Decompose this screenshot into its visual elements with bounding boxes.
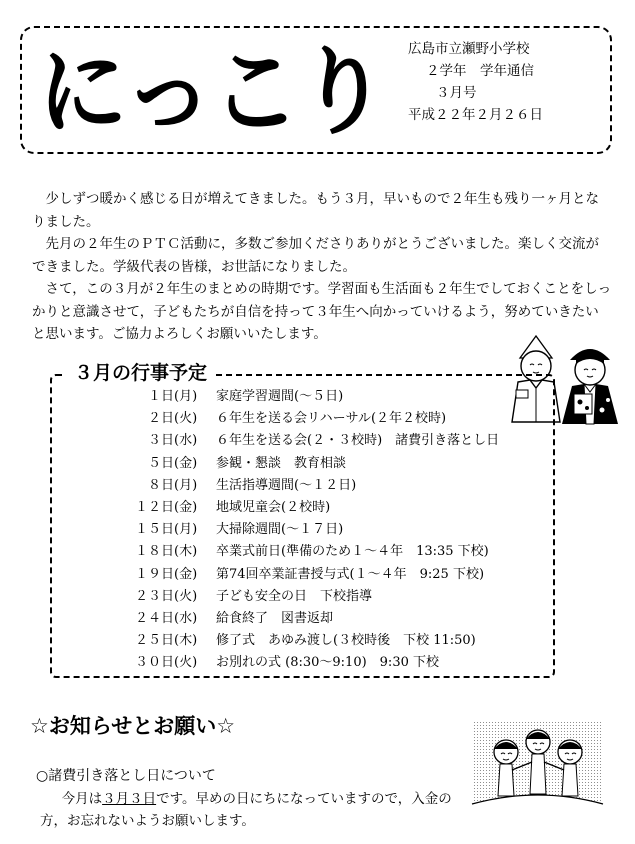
event-item	[100, 630, 499, 652]
event-date: １９日	[134, 566, 174, 582]
notice-body	[40, 788, 470, 832]
event-date: ２３日	[134, 588, 174, 604]
issue-label: ３月号	[436, 85, 477, 101]
event-item	[100, 652, 499, 674]
event-text: ６年生を送る会(２・３校時) 諸費引き落とし日	[216, 433, 500, 449]
event-text: 子ども安全の日 下校指導	[216, 588, 373, 604]
event-weekday: (水)	[174, 611, 198, 627]
event-item	[100, 564, 499, 586]
event-item	[100, 386, 499, 408]
event-text: 修了式 あゆみ渡し(３校時後 下校 11:50)	[216, 633, 476, 649]
event-date: ８日	[147, 477, 174, 493]
event-text: ６年生を送る会リハーサル(２年２校時)	[216, 411, 447, 427]
event-text: 大掃除週間(～１７日)	[216, 522, 344, 538]
event-item	[100, 541, 499, 563]
event-weekday: (火)	[174, 588, 198, 604]
event-item	[100, 519, 499, 541]
events-list	[100, 386, 499, 675]
event-date: ５日	[147, 455, 174, 471]
event-weekday: (月)	[174, 389, 198, 404]
event-item	[100, 430, 499, 452]
event-date: １５日	[134, 522, 174, 538]
event-weekday: (火)	[174, 411, 198, 427]
issue-date: 平成２２年２月２６日	[408, 107, 543, 123]
notice-subtitle: ○諸費引き落とし日について	[36, 768, 216, 784]
event-weekday: (木)	[174, 544, 198, 560]
event-item	[100, 453, 499, 475]
school-name: 広島市立瀬野小学校	[408, 41, 530, 57]
event-weekday: (金)	[174, 566, 198, 582]
intro-paragraph: 先月の２年生のＰＴＣ活動に，多数ご参加くださりありがとうございました。楽しく交流ができました。学級代表の皆様，お世話になりました。	[32, 236, 599, 275]
event-text: 生活指導週間(～１２日)	[216, 477, 357, 493]
event-date: ３日	[147, 433, 174, 449]
event-date: ２５日	[134, 633, 174, 649]
event-weekday: (金)	[174, 500, 198, 516]
newsletter-title: にっこり	[38, 36, 386, 148]
event-weekday: (水)	[174, 433, 198, 449]
event-text: 家庭学習週間(～５日)	[216, 389, 344, 404]
event-item	[100, 475, 499, 497]
event-text: 給食終了 図書返却	[216, 611, 334, 627]
event-date: １日	[147, 389, 174, 404]
intro-paragraph: 少しずつ暖かく感じる日が増えてきました。もう３月，早いもので２年生も残り一ヶ月となりました。	[32, 191, 599, 230]
event-date: １２日	[134, 500, 174, 516]
event-item	[100, 608, 499, 630]
notice-title: ☆お知らせとお願い☆	[30, 714, 236, 738]
event-text: 第74回卒業証書授与式(１～４年 9:25 下校)	[216, 566, 485, 582]
events-title: ３月の行事予定	[66, 358, 215, 388]
event-item	[100, 497, 499, 519]
event-date: １８日	[134, 544, 174, 560]
notice-date: ３月３日	[102, 791, 157, 807]
event-date: ２４日	[134, 611, 174, 627]
event-weekday: (月)	[174, 522, 198, 538]
event-text: 参観・懇談 教育相談	[216, 455, 347, 471]
event-date: ３０日	[134, 655, 174, 671]
event-weekday: (木)	[174, 633, 198, 649]
event-item	[100, 586, 499, 608]
event-text: 卒業式前日(準備のため１～４年 13:35 下校)	[216, 544, 489, 560]
notice-prefix: 今月は	[61, 791, 103, 807]
notice-paragraph	[40, 788, 470, 832]
masthead-info	[408, 38, 543, 126]
event-item	[100, 408, 499, 430]
event-text: お別れの式 (8:30～9:10) 9:30 下校	[216, 655, 439, 671]
grade-line: ２学年 学年通信	[426, 63, 534, 79]
event-text: 地域児童会(２校時)	[216, 500, 331, 516]
intro-text	[32, 188, 612, 346]
intro-paragraph: さて，この３月が２年生のまとめの時期です。学習面も生活面も２年生でしておくことをしっかりと意識させて，子どもたちが自信を持って３年生へ向かっていけるよう，努めていきたいと思います。ご協力よろしくお願いいたします。	[32, 281, 612, 342]
event-weekday: (月)	[174, 477, 198, 493]
notice-suffix: です。早めの日にちになっていますので，入金の方，お忘れないようお願いします。	[40, 791, 452, 829]
event-weekday: (金)	[174, 455, 198, 471]
event-date: ２日	[147, 411, 174, 427]
event-weekday: (火)	[174, 655, 198, 671]
children-illustration	[470, 718, 605, 816]
